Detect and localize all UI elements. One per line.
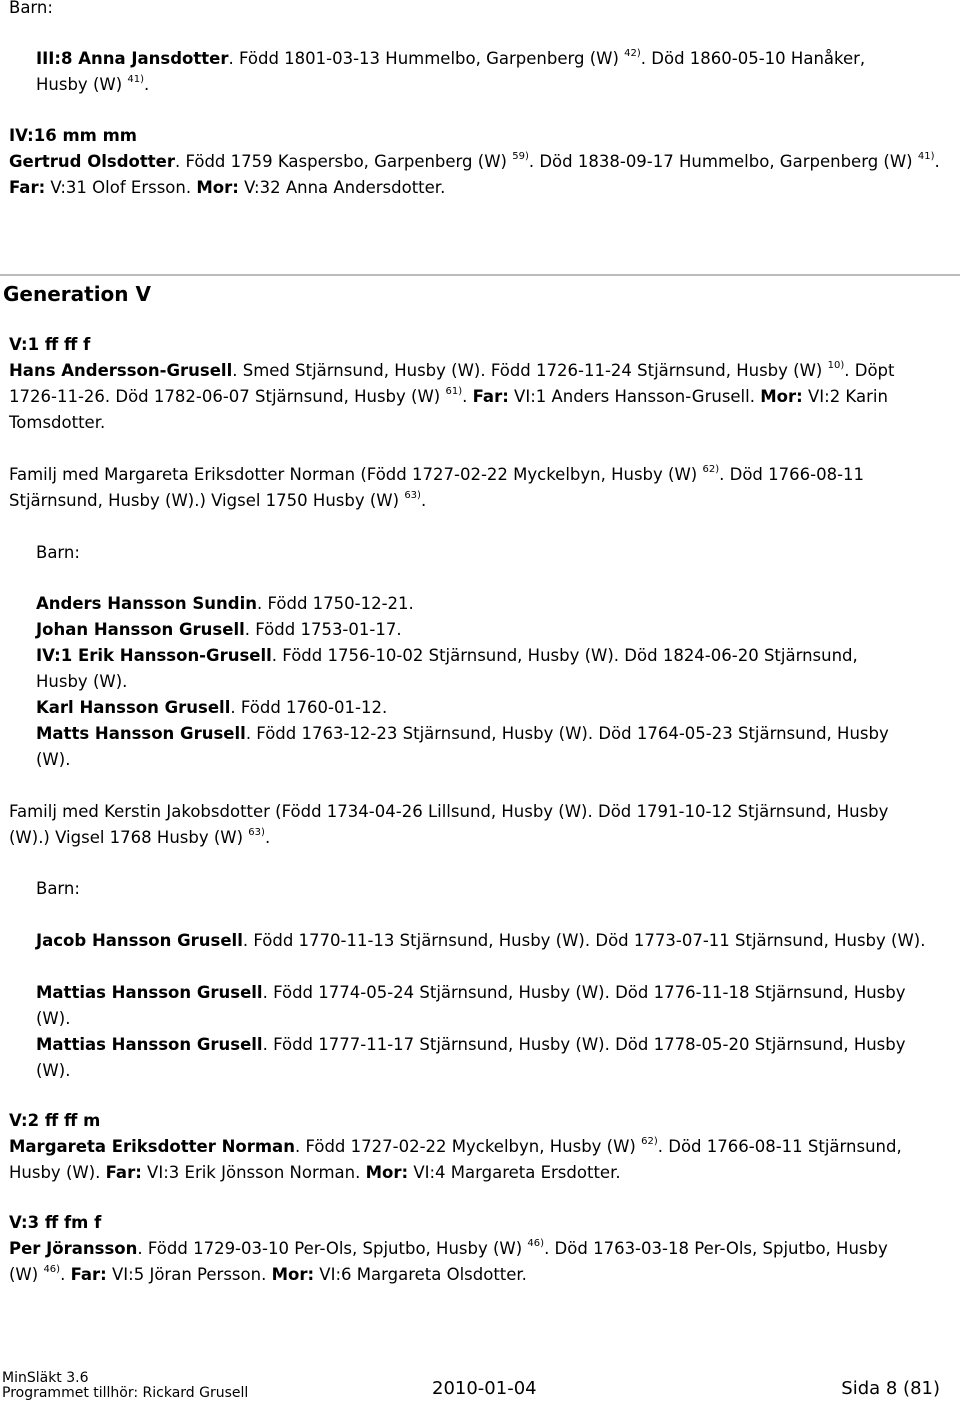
- barn-label: Barn:: [9, 0, 53, 17]
- person-text: . Död 1860-05-10 Hanåker,: [640, 49, 866, 68]
- mother-value: VI:4 Margareta Ersdotter.: [408, 1163, 621, 1182]
- mother-value: V:32 Anna Andersdotter.: [238, 178, 446, 197]
- father-value: VI:5 Jöran Persson.: [106, 1265, 272, 1284]
- person-text: .: [144, 75, 150, 94]
- mother-value: VI:6 Margareta Olsdotter.: [314, 1265, 527, 1284]
- child-name: Mattias Hansson Grusell: [36, 1035, 263, 1054]
- person-text: Husby (W): [36, 75, 128, 94]
- person-text: .: [60, 1265, 71, 1284]
- child-name: Matts Hansson Grusell: [36, 724, 246, 743]
- child-text: . Född 1777-11-17 Stjärnsund, Husby (W). Död 1778-05-20 Stjärnsund, Husby: [262, 1035, 906, 1054]
- person-text: . Född 1801-03-13 Hummelbo, Garpenberg (W): [228, 49, 625, 68]
- person-text: (W): [9, 1265, 44, 1284]
- person-name: Margareta Eriksdotter Norman: [9, 1137, 295, 1156]
- person-text: . Född 1729-03-10 Per-Ols, Spjutbo, Husby (W): [137, 1239, 528, 1258]
- child-text: . Född 1770-11-13 Stjärnsund, Husby (W). Död 1773-07-11 Stjärnsund, Husby (W).: [242, 931, 926, 950]
- footnote-ref: 59): [512, 151, 529, 162]
- person-text: . Född 1727-02-22 Myckelbyn, Husby (W): [294, 1137, 642, 1156]
- person-text: . Död 1838-09-17 Hummelbo, Garpenberg (W): [528, 152, 918, 171]
- family-entry: [9, 799, 952, 851]
- family-text: Familj med Kerstin Jakobsdotter (Född 1734-04-26 Lillsund, Husby (W). Död 1791-10-12 Stjärnsund, Husby: [9, 802, 889, 821]
- person-code: V:1 ff ff f: [9, 335, 91, 354]
- child-text: . Född 1756-10-02 Stjärnsund, Husby (W). Död 1824-06-20 Stjärnsund,: [271, 646, 858, 665]
- child-name: IV:1 Erik Hansson-Grusell: [36, 646, 272, 665]
- person-text: . Smed Stjärnsund, Husby (W). Född 1726-11-24 Stjärnsund, Husby (W): [232, 361, 828, 380]
- father-label: Far:: [105, 1163, 142, 1182]
- family-text: Familj med Margareta Eriksdotter Norman (Född 1727-02-22 Myckelbyn, Husby (W): [9, 465, 703, 484]
- person-text: 1726-11-26. Död 1782-06-07 Stjärnsund, Husby (W): [9, 387, 446, 406]
- person-text: . Född 1759 Kaspersbo, Garpenberg (W): [174, 152, 513, 171]
- child-text: . Född 1774-05-24 Stjärnsund, Husby (W). Död 1776-11-18 Stjärnsund, Husby: [262, 983, 906, 1002]
- footnote-ref: 41): [917, 151, 935, 162]
- child-entry: [36, 928, 952, 954]
- person-name: Hans Andersson-Grusell: [9, 361, 233, 380]
- barn-label: Barn:: [36, 543, 80, 562]
- person-text: .: [462, 387, 473, 406]
- person-text: . Döpt: [844, 361, 895, 380]
- person-text: Husby (W).: [9, 1163, 106, 1182]
- footnote-ref: 62): [641, 1136, 658, 1147]
- person-text: . Död 1763-03-18 Per-Ols, Spjutbo, Husby: [544, 1239, 888, 1258]
- footnote-ref: 10): [827, 360, 845, 371]
- person-entry-v2: [9, 1108, 952, 1186]
- father-label: Far:: [9, 178, 46, 197]
- family-text: (W).) Vigsel 1768 Husby (W): [9, 828, 249, 847]
- person-code: V:3 ff fm f: [9, 1213, 102, 1232]
- child-text: (W).: [36, 1061, 71, 1080]
- person-name: Gertrud Olsdotter: [9, 152, 175, 171]
- mother-label: Mor:: [365, 1163, 409, 1182]
- mother-label: Mor:: [196, 178, 239, 197]
- child-name: Johan Hansson Grusell: [36, 620, 245, 639]
- footer-date: 2010-01-04: [432, 1378, 537, 1399]
- family-text: .: [420, 491, 427, 510]
- child-text: . Född 1760-01-12.: [230, 698, 388, 717]
- child-name: Karl Hansson Grusell: [36, 698, 231, 717]
- father-value: VI:1 Anders Hansson-Grusell.: [508, 387, 761, 406]
- children-list: [36, 980, 952, 1084]
- person-name: Per Jöransson: [9, 1239, 138, 1258]
- father-value: VI:3 Erik Jönsson Norman.: [141, 1163, 366, 1182]
- footnote-ref: 61): [445, 386, 463, 397]
- person-entry-iv16: [9, 123, 952, 201]
- footnote-ref: 42): [624, 48, 641, 59]
- footnote-ref: 46): [527, 1238, 545, 1249]
- footnote-ref: 63): [404, 490, 421, 501]
- footer-owner: Programmet tillhör: Rickard Grusell: [2, 1385, 249, 1401]
- generation-heading: Generation V: [3, 282, 151, 306]
- person-name: III:8 Anna Jansdotter: [36, 49, 229, 68]
- footnote-ref: 63): [248, 827, 265, 838]
- child-text: . Född 1763-12-23 Stjärnsund, Husby (W). Död 1764-05-23 Stjärnsund, Husby: [245, 724, 889, 743]
- person-code: V:2 ff ff m: [9, 1111, 101, 1130]
- child-text: . Född 1750-12-21.: [256, 594, 414, 613]
- father-label: Far:: [472, 387, 509, 406]
- person-text: Tomsdotter.: [9, 413, 106, 432]
- family-text: . Död 1766-08-11: [719, 465, 865, 484]
- footnote-ref: 62): [702, 464, 720, 475]
- person-entry-iii8: [36, 46, 952, 98]
- father-label: Far:: [70, 1265, 107, 1284]
- child-text: Husby (W).: [36, 672, 128, 691]
- footnote-ref: 46): [43, 1264, 61, 1275]
- footer-app-name: MinSläkt 3.6: [2, 1370, 89, 1386]
- mother-value: VI:2 Karin: [802, 387, 888, 406]
- child-text: . Född 1753-01-17.: [244, 620, 402, 639]
- child-name: Mattias Hansson Grusell: [36, 983, 263, 1002]
- child-text: (W).: [36, 750, 71, 769]
- child-text: (W).: [36, 1009, 71, 1028]
- person-entry-v1: [9, 332, 952, 436]
- barn-label: Barn:: [36, 879, 80, 898]
- child-name: Anders Hansson Sundin: [36, 594, 257, 613]
- mother-label: Mor:: [271, 1265, 315, 1284]
- footer-page-number: Sida 8 (81): [841, 1378, 940, 1399]
- father-value: V:31 Olof Ersson.: [45, 178, 197, 197]
- person-text: . Död 1766-08-11 Stjärnsund,: [657, 1137, 902, 1156]
- person-code: IV:16 mm mm: [9, 126, 137, 145]
- person-text: .: [934, 152, 940, 171]
- footnote-ref: 41): [127, 74, 145, 85]
- children-list: [36, 591, 952, 773]
- family-entry: [9, 462, 952, 514]
- mother-label: Mor:: [760, 387, 803, 406]
- family-text: Stjärnsund, Husby (W).) Vigsel 1750 Husby (W): [9, 491, 405, 510]
- child-name: Jacob Hansson Grusell: [36, 931, 243, 950]
- family-text: .: [264, 828, 271, 847]
- section-divider: [0, 274, 960, 276]
- person-entry-v3: [9, 1210, 952, 1288]
